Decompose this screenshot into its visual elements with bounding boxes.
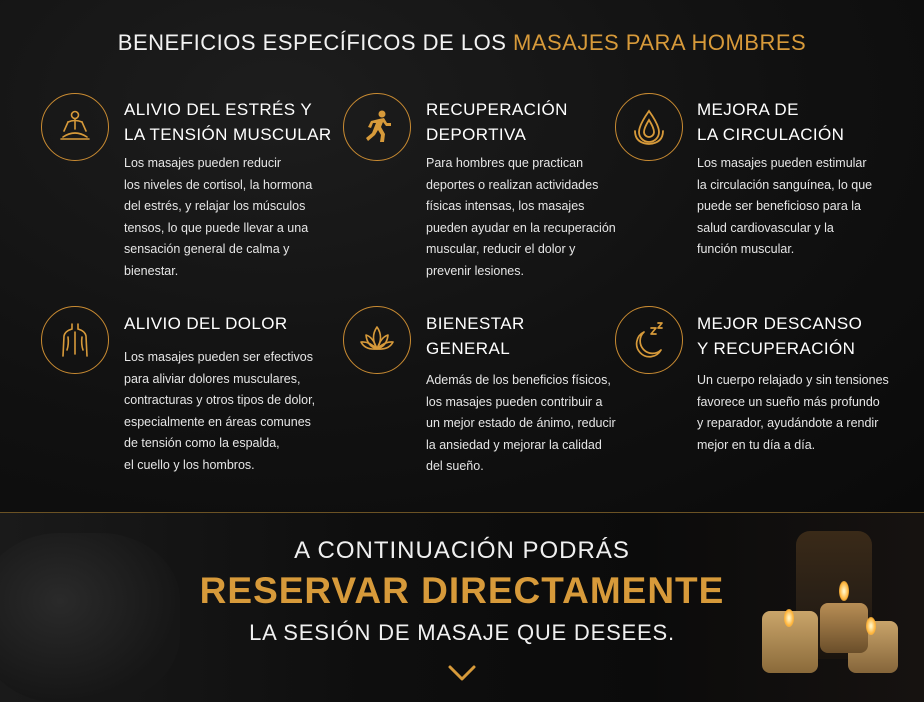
card-title-stress: ALIVIO DEL ESTRÉS Y LA TENSIÓN MUSCULAR: [124, 100, 332, 144]
card-text-stress: Los masajes pueden reducir los niveles de cortisol, la hormona del estrés, y relajar los músculos tensos, lo que puede llevar a una sensación general de calma y bienestar.: [124, 156, 313, 278]
card-title-circulation: MEJORA DE LA CIRCULACIÓN: [697, 100, 845, 144]
heading-prefix: BENEFICIOS ESPECÍFICOS DE LOS: [117, 30, 513, 55]
chevron-down-icon[interactable]: [446, 662, 478, 684]
lotus-icon: [343, 306, 411, 374]
card-text-sport: Para hombres que practican deportes o realizan actividades físicas intensas, los masajes pueden ayudar en la recuperación muscular, reducir el dolor y prevenir lesiones.: [426, 156, 616, 278]
cta-line-2: RESERVAR DIRECTAMENTE: [199, 570, 725, 611]
section-heading: [0, 30, 924, 56]
moon-sleep-icon: [615, 306, 683, 374]
card-title-sport: RECUPERACIÓN DEPORTIVA: [426, 100, 568, 144]
back-icon: [41, 306, 109, 374]
drop-icon: [615, 93, 683, 161]
cta-line-1: A CONTINUACIÓN PODRÁS: [294, 537, 630, 564]
card-title-wellbeing: BIENESTAR GENERAL: [426, 314, 525, 358]
card-title-pain: ALIVIO DEL DOLOR: [124, 314, 288, 333]
card-text-pain: Los masajes pueden ser efectivos para aliviar dolores musculares, contracturas y otros tipos de dolor, especialmente en áreas comunes de tensión como la espalda, el cuello y los hombros.: [124, 350, 316, 472]
card-text-rest: Un cuerpo relajado y sin tensiones favorece un sueño más profundo y reparador, ayudándote a rendir mejor en tu día a día.: [697, 373, 889, 452]
card-text-wellbeing: Además de los beneficios físicos, los masajes pueden contribuir a un mejor estado de ánimo, reducir la ansiedad y mejorar la calidad del sueño.: [426, 373, 616, 473]
heading-highlight: MASAJES PARA HOMBRES: [512, 30, 807, 55]
card-title-rest: MEJOR DESCANSO Y RECUPERACIÓN: [697, 314, 863, 358]
running-icon: [343, 93, 411, 161]
cta-line-3: LA SESIÓN DE MASAJE QUE DESEES.: [249, 620, 675, 645]
card-text-circulation: Los masajes pueden estimular la circulación sanguínea, lo que puede ser beneficioso para la salud cardiovascular y la función muscular.: [697, 156, 873, 256]
meditation-icon: [41, 93, 109, 161]
